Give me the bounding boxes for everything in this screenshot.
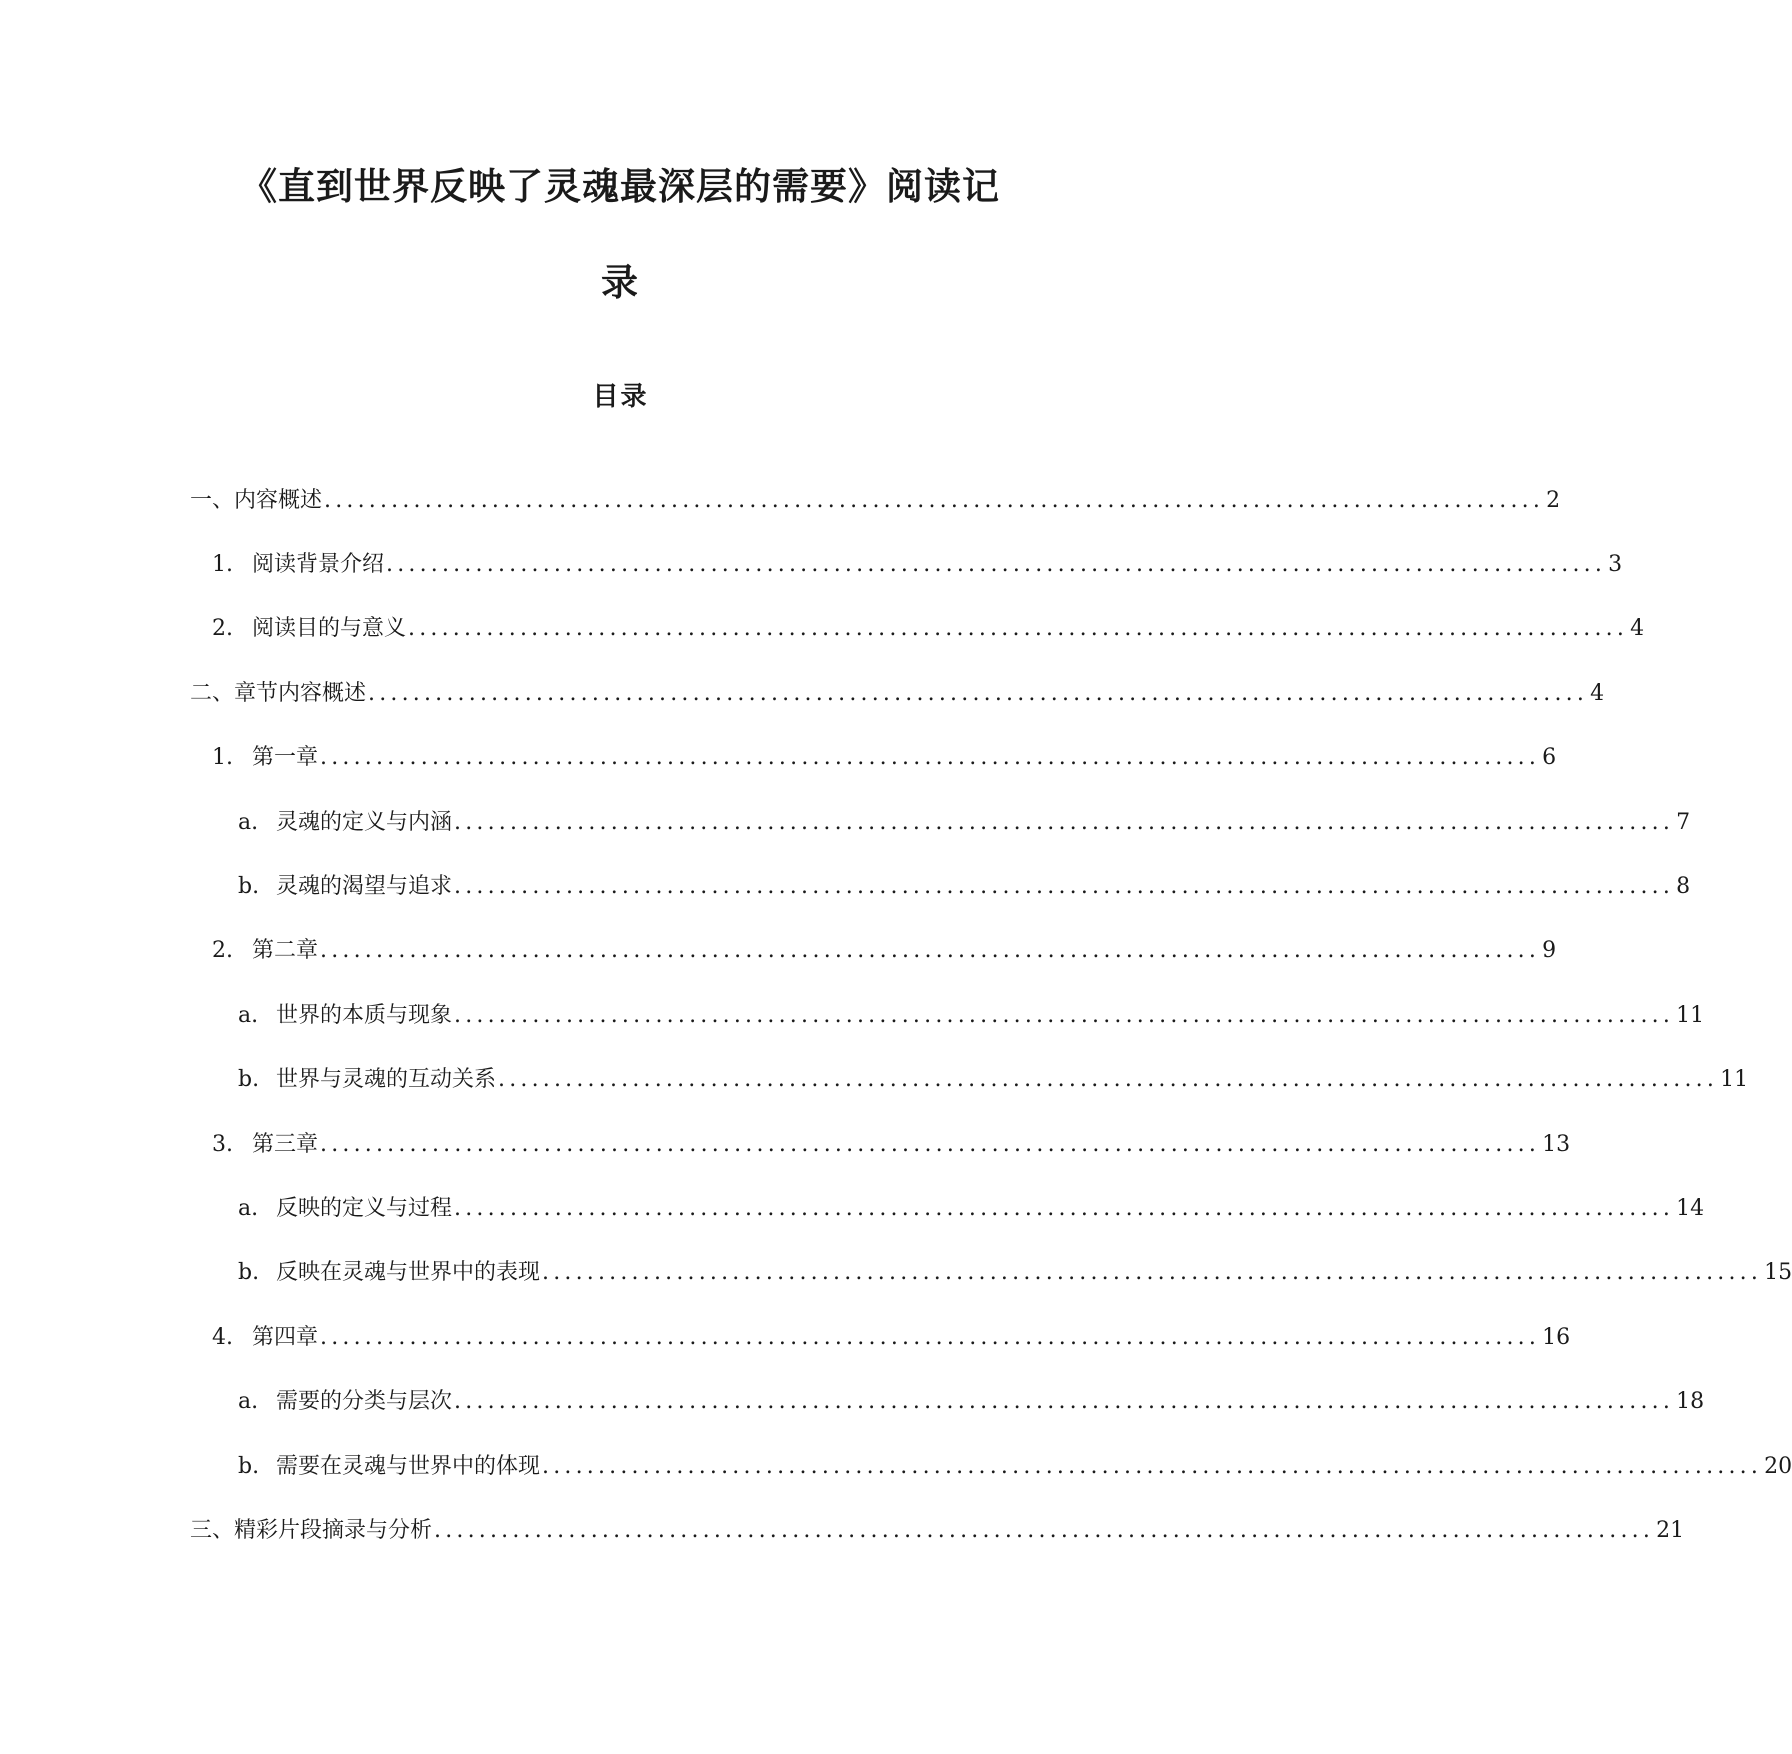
toc-entry-text: 灵魂的定义与内涵 <box>276 810 453 835</box>
toc-entry-text: 阅读目的与意义 <box>252 616 407 641</box>
toc-entry-number: 3. <box>212 1132 233 1157</box>
toc-entry-page: 11 <box>1720 1067 1749 1092</box>
document-title-line-1: 《直到世界反映了灵魂最深层的需要》阅读记 <box>240 164 1000 208</box>
toc-leader-dots: ............................................................................................................. <box>386 552 1607 577</box>
toc-entry[interactable] <box>190 677 1605 711</box>
toc-entry-page: 15 <box>1764 1260 1792 1285</box>
toc-entry[interactable] <box>212 548 1623 582</box>
toc-leader-dots: ............................................................................................................. <box>454 1003 1675 1028</box>
toc-entry-text: 一、内容概述 <box>190 488 323 513</box>
toc-entry-number: 2. <box>212 616 233 641</box>
toc-entry[interactable] <box>212 1321 1571 1355</box>
toc-entry-number: 1. <box>212 552 233 577</box>
toc-entry-number: b. <box>238 1454 260 1479</box>
toc-entry-page: 14 <box>1676 1196 1705 1221</box>
document-title-line-2: 录 <box>601 260 639 304</box>
toc-entry-page: 21 <box>1656 1518 1685 1543</box>
toc-leader-dots: ............................................................................................................. <box>434 1518 1655 1543</box>
toc-leader-dots: ............................................................................................................. <box>454 1389 1675 1414</box>
toc-entry-text: 第一章 <box>252 745 319 770</box>
toc-entry[interactable] <box>238 1192 1705 1226</box>
toc-entry-number: 1. <box>212 745 233 770</box>
toc-entry-page: 16 <box>1542 1325 1571 1350</box>
document-title <box>190 138 1050 330</box>
toc-leader-dots: ............................................................................................................. <box>454 1196 1675 1221</box>
toc-leader-dots: ............................................................................................................. <box>324 488 1545 513</box>
toc-entry-page: 3 <box>1608 552 1623 577</box>
toc-entry-text: 第四章 <box>252 1325 319 1350</box>
toc-leader-dots: ............................................................................................................. <box>320 1325 1541 1350</box>
toc-entry-text: 需要在灵魂与世界中的体现 <box>276 1454 541 1479</box>
toc-entry-text: 世界与灵魂的互动关系 <box>276 1067 497 1092</box>
toc-entry-number: b. <box>238 874 260 899</box>
toc-leader-dots: ............................................................................................................. <box>542 1454 1763 1479</box>
toc-entry[interactable] <box>238 999 1705 1033</box>
toc-entry-number: a. <box>238 810 259 835</box>
toc-entry-text: 世界的本质与现象 <box>276 1003 453 1028</box>
toc-entry-page: 20 <box>1764 1454 1792 1479</box>
toc-entry-page: 7 <box>1676 810 1691 835</box>
toc-entry-number: 2. <box>212 938 233 963</box>
toc-entry-number: a. <box>238 1389 259 1414</box>
toc-entry[interactable] <box>238 1063 1749 1097</box>
toc-entry[interactable] <box>212 612 1645 646</box>
toc-entry[interactable] <box>238 806 1691 840</box>
toc-entry-text: 反映的定义与过程 <box>276 1196 453 1221</box>
toc-leader-dots: ............................................................................................................. <box>454 810 1675 835</box>
toc-entry-page: 4 <box>1590 681 1605 706</box>
toc-leader-dots: ............................................................................................................. <box>454 874 1675 899</box>
toc-entry[interactable] <box>212 934 1557 968</box>
toc-entry[interactable] <box>238 1385 1705 1419</box>
toc-leader-dots: ............................................................................................................. <box>498 1067 1719 1092</box>
toc-leader-dots: ............................................................................................................. <box>408 616 1629 641</box>
toc-heading: 目录 <box>592 382 649 412</box>
toc-entry[interactable] <box>212 741 1557 775</box>
toc-leader-dots: ............................................................................................................. <box>320 938 1541 963</box>
toc-entry-page: 6 <box>1542 745 1557 770</box>
toc-entry-text: 二、章节内容概述 <box>190 681 367 706</box>
toc-leader-dots: ............................................................................................................. <box>320 1132 1541 1157</box>
toc-entry-text: 第三章 <box>252 1132 319 1157</box>
toc-leader-dots: ............................................................................................................. <box>320 745 1541 770</box>
toc-leader-dots: ............................................................................................................. <box>542 1260 1763 1285</box>
toc-entry-text: 阅读背景介绍 <box>252 552 385 577</box>
toc-entry[interactable] <box>238 1450 1792 1484</box>
toc-entry-number: b. <box>238 1260 260 1285</box>
toc-entry-page: 18 <box>1676 1389 1705 1414</box>
toc-entry-text: 需要的分类与层次 <box>276 1389 453 1414</box>
toc-entry-page: 11 <box>1676 1003 1705 1028</box>
toc-entry[interactable] <box>238 1256 1792 1290</box>
toc-entry-page: 2 <box>1546 488 1561 513</box>
toc-entry[interactable] <box>212 1128 1571 1162</box>
toc-entry-page: 4 <box>1630 616 1645 641</box>
toc-entry-number: b. <box>238 1067 260 1092</box>
toc-entry[interactable] <box>238 870 1691 904</box>
toc-entry-text: 灵魂的渴望与追求 <box>276 874 453 899</box>
toc-leader-dots: ............................................................................................................. <box>368 681 1589 706</box>
toc-entry-number: 4. <box>212 1325 233 1350</box>
toc-entry[interactable] <box>190 484 1561 518</box>
toc-entry-page: 8 <box>1676 874 1691 899</box>
toc-entry[interactable] <box>190 1514 1685 1548</box>
toc-entry-number: a. <box>238 1003 259 1028</box>
toc-entry-text: 反映在灵魂与世界中的表现 <box>276 1260 541 1285</box>
toc-entry-number: a. <box>238 1196 259 1221</box>
toc-entry-page: 9 <box>1542 938 1557 963</box>
toc-entry-text: 第二章 <box>252 938 319 963</box>
toc-entry-text: 三、精彩片段摘录与分析 <box>190 1518 433 1543</box>
toc-entry-page: 13 <box>1542 1132 1571 1157</box>
